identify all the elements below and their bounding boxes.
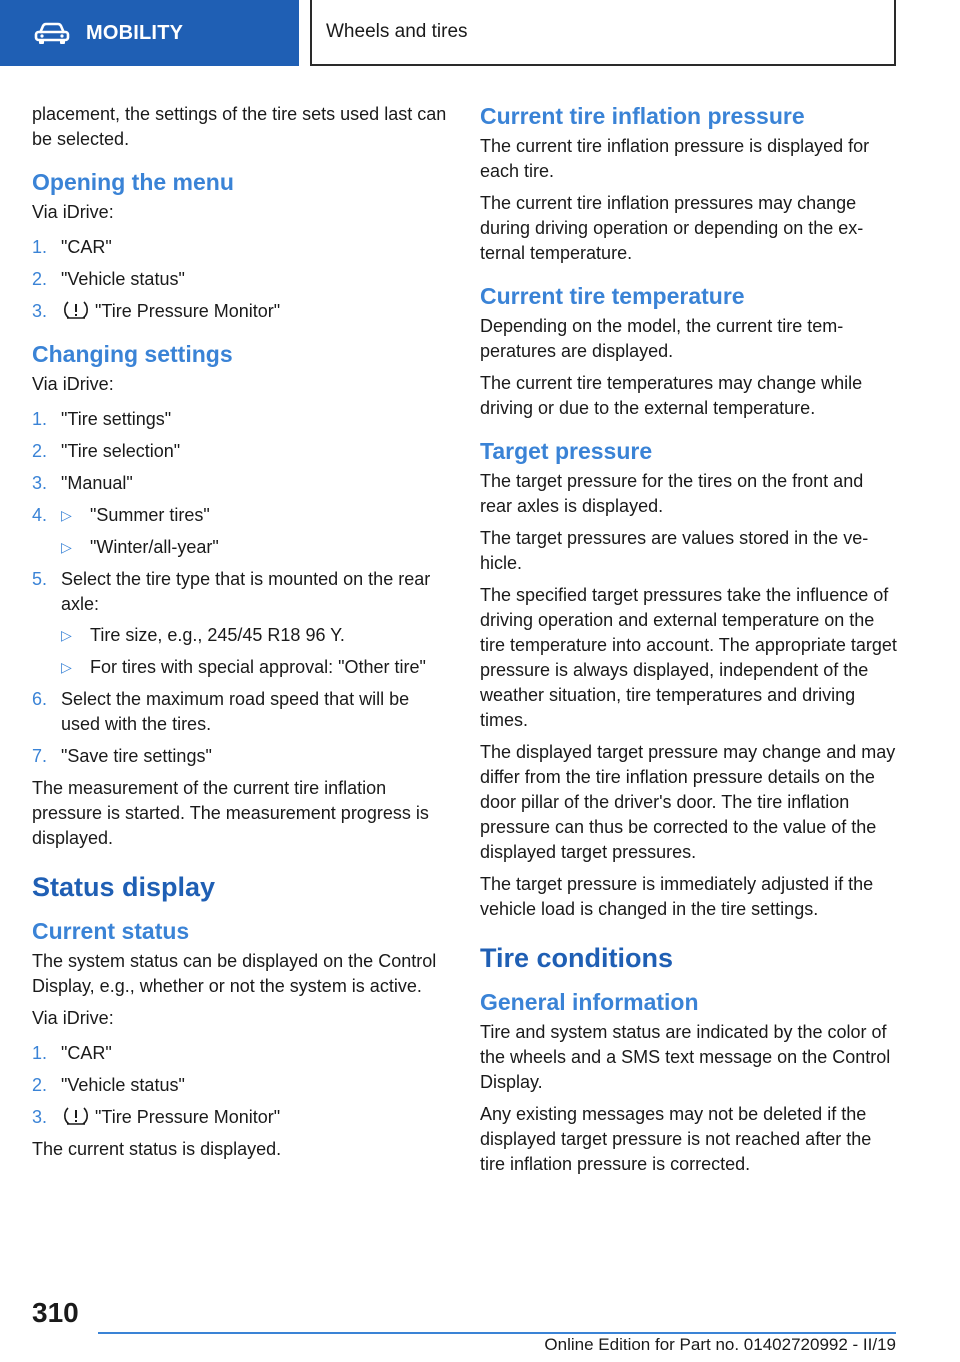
sub-list-item [61, 503, 450, 528]
tire-pressure-warning-icon [63, 300, 89, 320]
list-item [32, 407, 450, 432]
list-item [32, 471, 450, 496]
paragraph: The current tire inflation pressure is displayed for each tire. [480, 136, 870, 181]
chapter-title: Wheels and tires [326, 21, 468, 42]
measurement-paragraph: The measurement of the current tire inflation pressure is started. The measurement progress is displayed. [32, 778, 429, 848]
paragraph: The current tire inflation pressures may change during driving operation or depending on the external temperature. [480, 193, 864, 263]
paragraph: The target pressure for the tires on the front and rear axles is displayed. [480, 471, 864, 516]
step-number: 2. [32, 269, 48, 289]
step-number: 4. [32, 505, 48, 525]
changing-settings-heading: Changing settings [32, 341, 233, 367]
list-item [32, 1105, 450, 1130]
step-text: Select the maximum road speed that will be used with the tires. [61, 689, 410, 734]
edition-text: Online Edition for Part no. 01402720992 - II/19 [544, 1335, 896, 1354]
current-status-paragraph: The system status can be displayed on the Control Display, e.g., whether or not the system is active. [32, 951, 437, 996]
triangle-bullet-icon: ▷ [61, 659, 72, 675]
sub-list-item [61, 623, 450, 648]
step-text: "Tire Pressure Monitor" [95, 1107, 281, 1127]
opening-menu-heading: Opening the menu [32, 169, 234, 195]
paragraph: Any existing messages may not be deleted if the displayed target pressure is not reached after the tire inflation pressure is corrected. [480, 1104, 872, 1174]
section-label: MOBILITY [86, 21, 184, 44]
inflation-pressure-heading: Current tire inflation pressure [480, 103, 805, 129]
status-displayed-paragraph: The current status is displayed. [32, 1139, 282, 1159]
step-number: 2. [32, 1075, 48, 1095]
list-item [32, 235, 450, 260]
list-item [32, 687, 450, 737]
list-item [32, 439, 450, 464]
step-text: Select the tire type that is mounted on the rear axle: [61, 569, 431, 614]
status-display-heading: Status display [32, 872, 216, 902]
section-tab [0, 0, 299, 66]
sub-list [61, 503, 450, 560]
changing-settings-steps [32, 407, 450, 769]
paragraph: The current tire temperatures may change while driving or due to the external temperature. [480, 373, 863, 418]
tire-conditions-heading: Tire conditions [480, 943, 674, 973]
left-column [32, 102, 450, 1169]
sub-item-text: For tires with special approval: "Other tire" [90, 657, 426, 677]
via-idrive-label: Via iDrive: [32, 374, 114, 394]
step-number: 1. [32, 237, 48, 257]
step-text: "Save tire settings" [61, 746, 212, 766]
paragraph: Depending on the model, the current tire temperatures are displayed. [480, 316, 844, 361]
list-item [32, 567, 450, 680]
step-number: 2. [32, 441, 48, 461]
step-text: "CAR" [61, 1043, 112, 1063]
list-item [32, 267, 450, 292]
sub-list [61, 623, 450, 680]
triangle-bullet-icon: ▷ [61, 539, 72, 555]
paragraph: Tire and system status are indicated by the color of the wheels and a SMS text message on the Control Display. [480, 1022, 891, 1092]
step-number: 6. [32, 689, 48, 709]
paragraph: The specified target pressures take the influence of driving operation and external temperature on the tire temperature into account. The appropriate target pressure is always displayed, independent of the weather situation, tire temperatures and driving times. [480, 585, 897, 730]
car-icon [34, 21, 70, 45]
intro-paragraph: placement, the settings of the tire sets used last can be selected. [32, 104, 447, 149]
step-number: 3. [32, 473, 48, 493]
sub-list-item [61, 655, 450, 680]
tire-temperature-heading: Current tire temperature [480, 283, 745, 309]
step-text: "CAR" [61, 237, 112, 257]
list-item [32, 299, 450, 324]
paragraph: The displayed target pressure may change and may differ from the tire inflation pressure details on the door pillar of the driver's door. The tire inflation pressure can thus be corrected to the value of the displayed target pressures. [480, 742, 896, 862]
step-text: "Tire Pressure Monitor" [95, 301, 281, 321]
sub-item-text: "Summer tires" [90, 505, 210, 525]
list-item [32, 1041, 450, 1066]
current-status-heading: Current status [32, 918, 190, 944]
via-idrive-label: Via iDrive: [32, 1008, 114, 1028]
list-item [32, 1073, 450, 1098]
target-pressure-heading: Target pressure [480, 438, 653, 464]
step-number: 1. [32, 1043, 48, 1063]
page-number: 310 [32, 1297, 79, 1328]
list-item [32, 744, 450, 769]
right-column [480, 102, 898, 1184]
current-status-steps [32, 1041, 450, 1130]
paragraph: The target pressure is immediately adjusted if the vehicle load is changed in the tire settings. [480, 874, 874, 919]
tire-pressure-warning-icon [63, 1106, 89, 1126]
chapter-title-box [310, 0, 896, 66]
list-item [32, 503, 450, 560]
general-information-heading: General information [480, 989, 699, 1015]
triangle-bullet-icon: ▷ [61, 507, 72, 523]
sub-list-item [61, 535, 450, 560]
step-text: "Tire selection" [61, 441, 181, 461]
sub-item-text: Tire size, e.g., 245/45 R18 96 Y. [90, 625, 345, 645]
paragraph: The target pressures are values stored in the vehicle. [480, 528, 869, 573]
footer-divider [98, 1332, 896, 1334]
sub-item-text: "Winter/all-year" [90, 537, 219, 557]
triangle-bullet-icon: ▷ [61, 627, 72, 643]
step-text: "Manual" [61, 473, 133, 493]
opening-menu-steps [32, 235, 450, 324]
step-number: 7. [32, 746, 48, 766]
step-number: 1. [32, 409, 48, 429]
step-number: 5. [32, 569, 48, 589]
step-text: "Tire settings" [61, 409, 172, 429]
page-header [0, 0, 960, 66]
step-text: "Vehicle status" [61, 269, 185, 289]
step-number: 3. [32, 301, 48, 321]
step-text: "Vehicle status" [61, 1075, 185, 1095]
step-number: 3. [32, 1107, 48, 1127]
via-idrive-label: Via iDrive: [32, 202, 114, 222]
